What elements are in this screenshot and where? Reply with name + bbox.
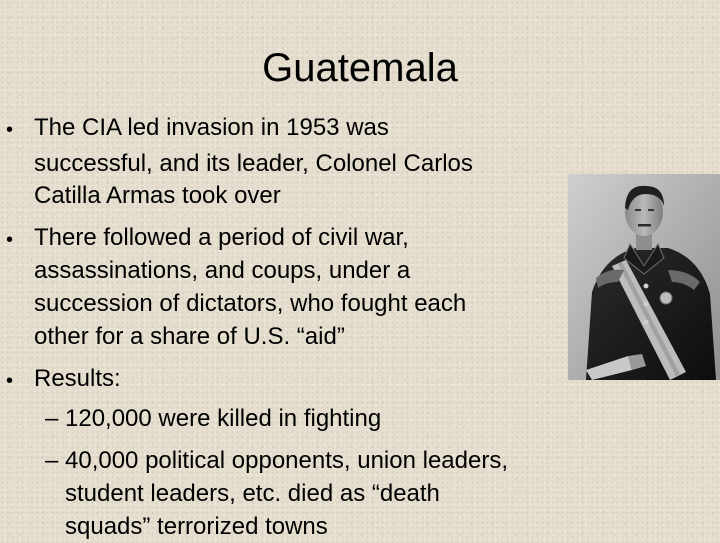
bullet-marker: •	[6, 370, 14, 392]
bullet-2-line-4: other for a share of U.S. “aid”	[34, 323, 345, 350]
bullet-marker: •	[6, 229, 14, 251]
dash-marker: –	[45, 405, 59, 432]
subitem-2-line-3: squads” terrorized towns	[65, 513, 328, 540]
bullet-marker: •	[6, 119, 14, 141]
bullet-1-line-2: successful, and its leader, Colonel Carlos	[34, 150, 473, 177]
dash-marker: –	[45, 447, 59, 474]
bullet-2-line-1: There followed a period of civil war,	[34, 224, 409, 251]
subitem-2-line-1: 40,000 political opponents, union leaders,	[65, 447, 508, 474]
slide-title: Guatemala	[262, 46, 458, 90]
bullet-1-line-1: The CIA led invasion in 1953 was	[34, 114, 389, 141]
bullet-2-line-3: succession of dictators, who fought each	[34, 290, 467, 317]
portrait-photo	[568, 174, 720, 380]
bullet-3-line-1: Results:	[34, 365, 121, 392]
subitem-1-line-1: 120,000 were killed in fighting	[65, 405, 382, 432]
subitem-2-line-2: student leaders, etc. died as “death	[65, 480, 440, 507]
bullet-2-line-2: assassinations, and coups, under a	[34, 257, 411, 284]
bullet-1-line-3: Catilla Armas took over	[34, 182, 281, 209]
